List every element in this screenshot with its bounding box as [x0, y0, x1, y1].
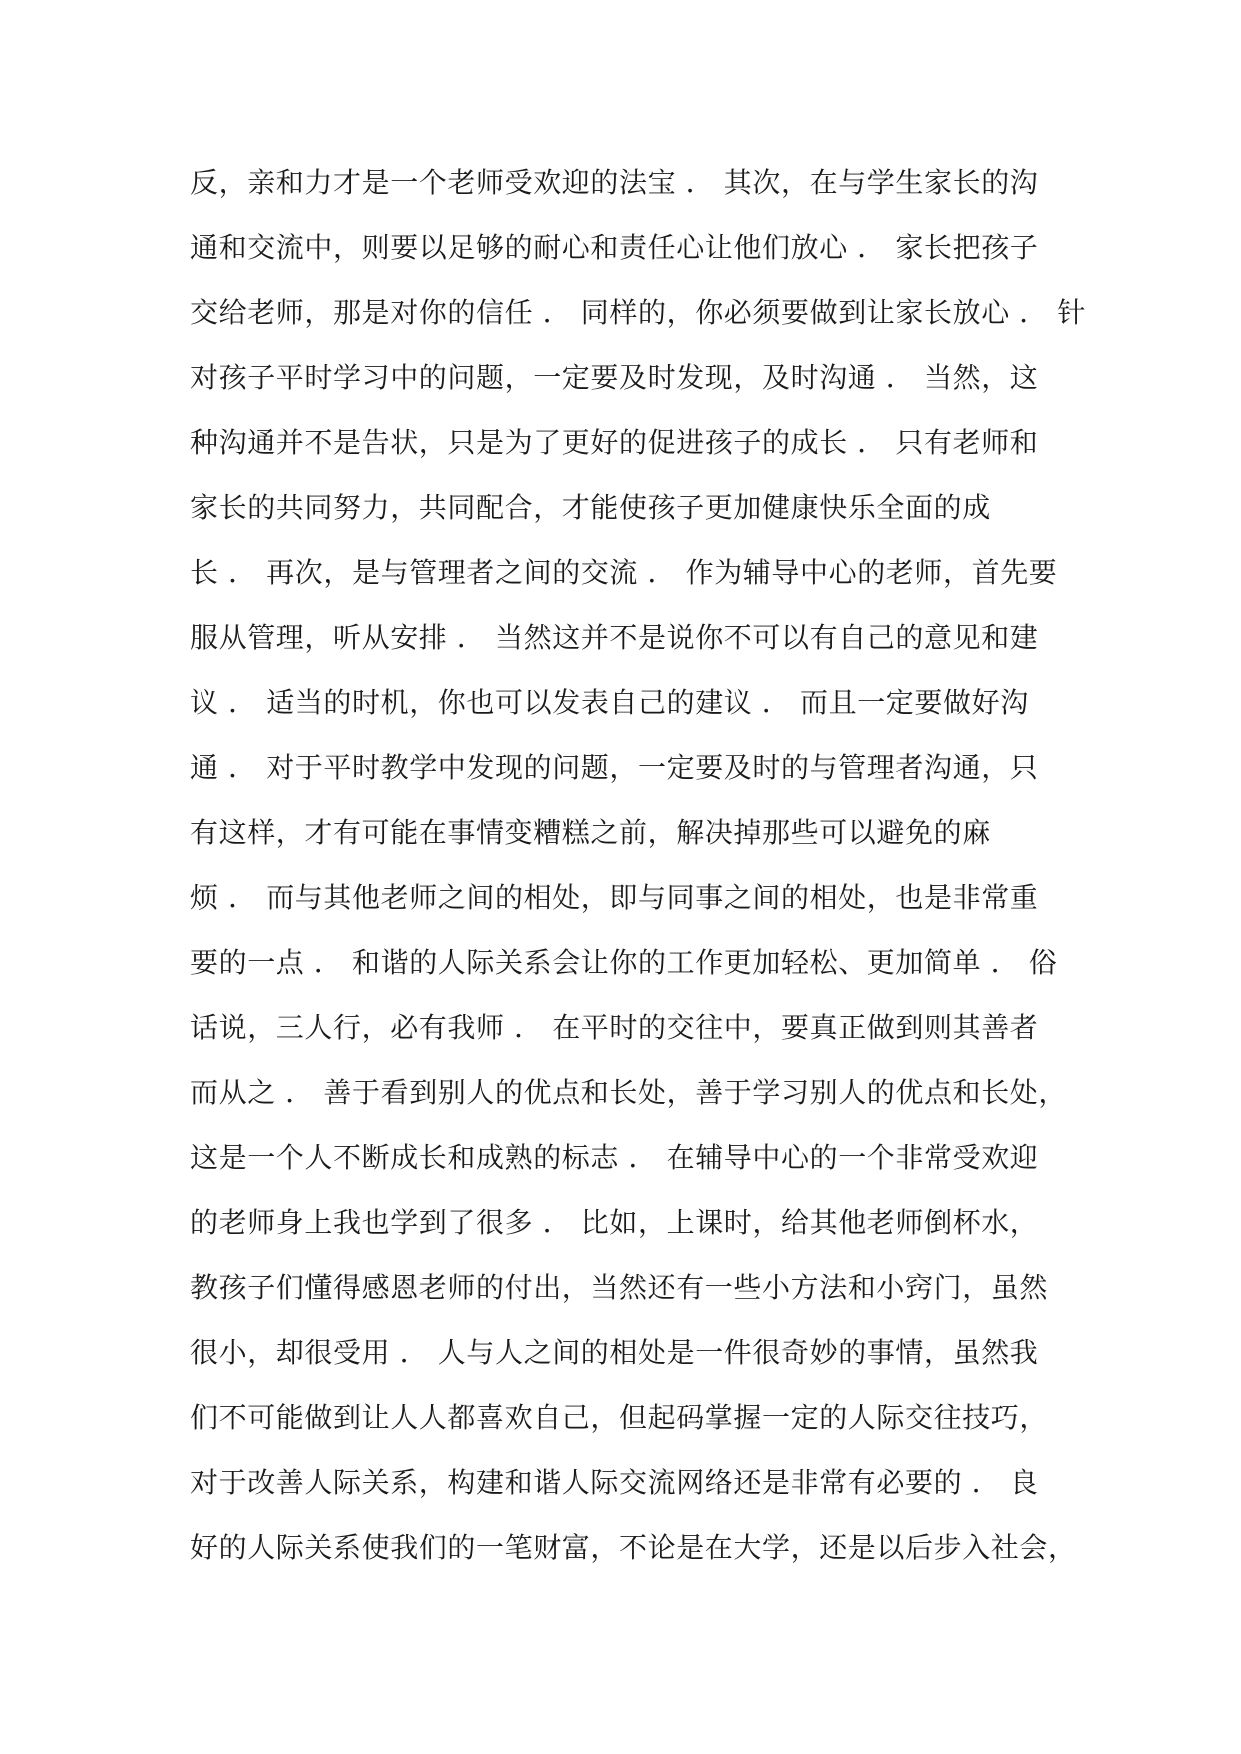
body-text	[190, 158, 1087, 1588]
text-line: 而从之 ． 善于看到别人的优点和长处，善于学习别人的优点和长处，	[190, 1076, 1068, 1109]
text-line: 交给老师，那是对你的信任 ． 同样的，你必须要做到让家长放心 ． 针	[190, 296, 1087, 329]
text-line: 这是一个人不断成长和成熟的标志 ． 在辅导中心的一个非常受欢迎	[190, 1141, 1039, 1174]
text-line: 长 ． 再次，是与管理者之间的交流 ． 作为辅导中心的老师，首先要	[190, 556, 1058, 589]
text-line: 教孩子们懂得感恩老师的付出，当然还有一些小方法和小窍门，虽然	[190, 1271, 1049, 1304]
text-line: 对于改善人际关系，构建和谐人际交流网络还是非常有必要的 ． 良	[190, 1466, 1039, 1499]
text-line: 有这样，才有可能在事情变糟糕之前，解决掉那些可以避免的麻	[190, 816, 991, 849]
text-line: 们不可能做到让人人都喜欢自己，但起码掌握一定的人际交往技巧，	[190, 1401, 1049, 1434]
text-line: 很小，却很受用 ． 人与人之间的相处是一件很奇妙的事情，虽然我	[190, 1336, 1039, 1369]
text-line: 种沟通并不是告状，只是为了更好的促进孩子的成长 ． 只有老师和	[190, 426, 1039, 459]
text-line: 话说，三人行，必有我师 ． 在平时的交往中，要真正做到则其善者	[190, 1011, 1039, 1044]
text-line: 烦 ． 而与其他老师之间的相处，即与同事之间的相处，也是非常重	[190, 881, 1039, 914]
text-line: 通和交流中，则要以足够的耐心和责任心让他们放心 ． 家长把孩子	[190, 231, 1039, 264]
text-line: 要的一点 ． 和谐的人际关系会让你的工作更加轻松、更加简单 ． 俗	[190, 946, 1058, 979]
text-line: 服从管理，听从安排 ． 当然这并不是说你不可以有自己的意见和建	[190, 621, 1039, 654]
text-line: 议 ． 适当的时机，你也可以发表自己的建议 ． 而且一定要做好沟	[190, 686, 1029, 719]
text-line: 家长的共同努力，共同配合，才能使孩子更加健康快乐全面的成	[190, 491, 991, 524]
text-line: 好的人际关系使我们的一笔财富，不论是在大学，还是以后步入社会，	[190, 1531, 1077, 1564]
text-line: 反，亲和力才是一个老师受欢迎的法宝 ． 其次，在与学生家长的沟	[190, 166, 1039, 199]
text-line: 对孩子平时学习中的问题，一定要及时发现，及时沟通 ． 当然，这	[190, 361, 1039, 394]
text-line: 通 ． 对于平时教学中发现的问题，一定要及时的与管理者沟通，只	[190, 751, 1039, 784]
text-line: 的老师身上我也学到了很多 ． 比如，上课时，给其他老师倒杯水，	[190, 1206, 1039, 1239]
